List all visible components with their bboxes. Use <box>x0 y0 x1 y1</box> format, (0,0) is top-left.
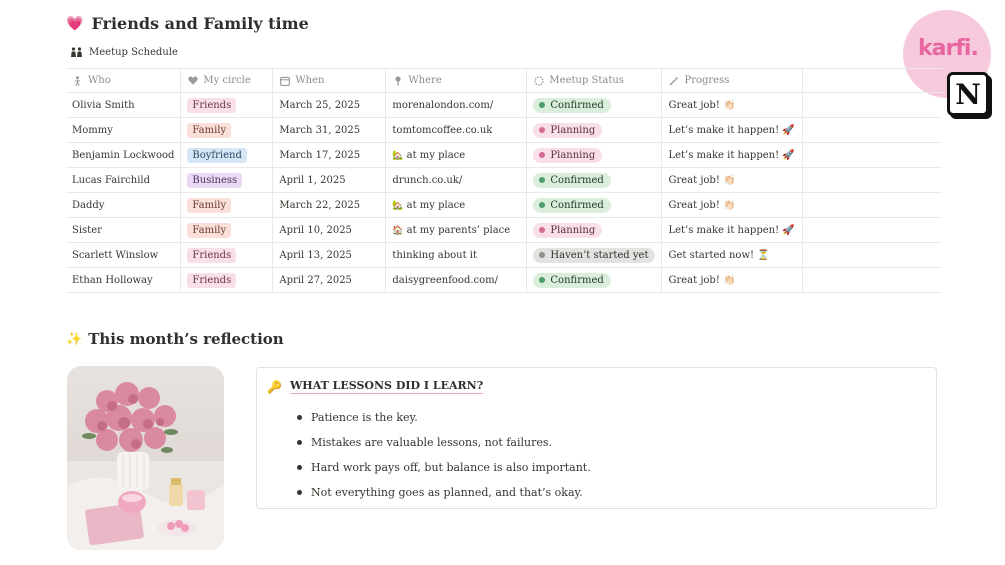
column-header-who[interactable] <box>66 69 181 93</box>
table-row[interactable] <box>66 243 942 268</box>
callout-title <box>267 379 483 394</box>
lessons-callout <box>256 367 937 509</box>
meetup-table <box>66 68 942 293</box>
where-cell[interactable] <box>386 243 527 268</box>
status-text: Confirmed <box>550 99 604 111</box>
empty-cell <box>803 243 942 268</box>
status-text: Planning <box>550 149 596 161</box>
status-cell[interactable] <box>527 118 662 143</box>
circle-cell[interactable] <box>181 143 273 168</box>
progress-cell[interactable]: Great job! 👏🏻 <box>662 193 803 218</box>
table-row[interactable] <box>66 143 942 168</box>
column-label: Progress <box>684 75 730 86</box>
who-cell[interactable]: Daddy <box>66 193 181 218</box>
column-label: When <box>295 75 325 86</box>
where-text: morenalondon.com/ <box>392 99 494 111</box>
circle-cell[interactable] <box>181 193 273 218</box>
status-text: Planning <box>550 124 596 136</box>
status-cell[interactable] <box>527 143 662 168</box>
list-item: Hard work pays off, but balance is also important. <box>297 455 591 480</box>
who-cell[interactable]: Sister <box>66 218 181 243</box>
when-cell[interactable]: March 25, 2025 <box>273 93 386 118</box>
status-dot <box>539 152 545 158</box>
empty-cell <box>803 168 942 193</box>
calendar-icon <box>279 75 290 86</box>
when-cell[interactable]: March 22, 2025 <box>273 193 386 218</box>
column-label: Who <box>88 75 111 86</box>
status-text: Confirmed <box>550 174 604 186</box>
wand-icon <box>668 75 679 86</box>
where-text: daisygreenfood.com/ <box>392 274 499 286</box>
status-dot <box>539 227 545 233</box>
where-cell[interactable] <box>386 143 527 168</box>
table-row[interactable] <box>66 218 942 243</box>
status-icon <box>533 75 544 86</box>
who-cell[interactable]: Benjamin Lockwood <box>66 143 181 168</box>
where-text: at my place <box>406 149 466 161</box>
circle-cell[interactable] <box>181 268 273 293</box>
table-row[interactable] <box>66 93 942 118</box>
callout-title-text: WHAT LESSONS DID I LEARN? <box>289 379 484 392</box>
empty-cell <box>803 218 942 243</box>
progress-cell[interactable]: Let’s make it happen! 🚀 <box>662 218 803 243</box>
circle-cell[interactable] <box>181 243 273 268</box>
when-cell[interactable]: April 10, 2025 <box>273 218 386 243</box>
where-text: tomtomcoffee.co.uk <box>392 124 493 136</box>
progress-cell[interactable]: Great job! 👏🏻 <box>662 268 803 293</box>
table-row[interactable] <box>66 118 942 143</box>
who-cell[interactable]: Scarlett Winslow <box>66 243 181 268</box>
progress-cell[interactable]: Get started now! ⏳ <box>662 243 803 268</box>
column-label: My circle <box>203 75 251 86</box>
progress-cell[interactable]: Great job! 👏🏻 <box>662 93 803 118</box>
flowers-photo <box>67 366 224 550</box>
list-item: Patience is the key. <box>297 405 591 430</box>
empty-cell <box>803 143 942 168</box>
when-cell[interactable]: March 17, 2025 <box>273 143 386 168</box>
column-header-progress[interactable] <box>662 69 803 93</box>
progress-cell[interactable]: Let’s make it happen! 🚀 <box>662 143 803 168</box>
heart-icon <box>187 75 198 86</box>
status-cell[interactable] <box>527 243 662 268</box>
where-text: at my parents’ place <box>406 224 511 236</box>
pin-icon <box>392 75 403 86</box>
circle-tag: Family <box>187 123 231 138</box>
who-cell[interactable]: Olivia Smith <box>66 93 181 118</box>
progress-cell[interactable]: Great job! 👏🏻 <box>662 168 803 193</box>
circle-cell[interactable] <box>181 218 273 243</box>
status-text: Confirmed <box>550 274 604 286</box>
table-row[interactable] <box>66 168 942 193</box>
circle-cell[interactable] <box>181 93 273 118</box>
key-icon: 🔑 <box>267 379 282 394</box>
empty-cell <box>803 93 942 118</box>
who-cell[interactable]: Ethan Holloway <box>66 268 181 293</box>
status-badge <box>533 98 610 113</box>
sparkles-icon: ✨ <box>66 331 83 347</box>
status-dot <box>539 102 545 108</box>
status-dot <box>539 277 545 283</box>
status-badge <box>533 173 610 188</box>
house-icon: 🏡 <box>392 200 404 211</box>
circle-tag: Family <box>187 198 231 213</box>
status-cell[interactable] <box>527 168 662 193</box>
person-icon <box>72 75 83 86</box>
status-cell[interactable] <box>527 268 662 293</box>
status-text: Planning <box>550 224 596 236</box>
page-title <box>66 14 309 33</box>
table-header-row <box>66 69 942 93</box>
house-icon: 🏡 <box>392 150 404 161</box>
status-badge <box>533 198 610 213</box>
list-item: Mistakes are valuable lessons, not failures. <box>297 430 591 455</box>
circle-cell[interactable] <box>181 168 273 193</box>
status-cell[interactable] <box>527 193 662 218</box>
house-icon: 🏠 <box>392 225 404 236</box>
when-cell[interactable]: April 13, 2025 <box>273 243 386 268</box>
who-cell[interactable]: Lucas Fairchild <box>66 168 181 193</box>
column-header-status[interactable] <box>527 69 662 93</box>
status-dot <box>539 127 545 133</box>
where-text: drunch.co.uk/ <box>392 174 463 186</box>
where-cell[interactable] <box>386 268 527 293</box>
circle-tag: Business <box>187 173 242 188</box>
column-header-empty <box>803 69 942 93</box>
when-cell[interactable]: March 31, 2025 <box>273 118 386 143</box>
brand-logo: karfi. <box>918 36 978 61</box>
who-cell[interactable]: Mommy <box>66 118 181 143</box>
when-cell[interactable]: April 27, 2025 <box>273 268 386 293</box>
empty-cell <box>803 268 942 293</box>
circle-tag: Friends <box>187 98 236 113</box>
where-cell[interactable] <box>386 118 527 143</box>
table-row[interactable] <box>66 193 942 218</box>
column-header-where[interactable] <box>386 69 527 93</box>
where-cell[interactable] <box>386 193 527 218</box>
status-dot <box>539 252 545 258</box>
circle-cell[interactable] <box>181 118 273 143</box>
status-badge <box>533 223 602 238</box>
table-row[interactable] <box>66 268 942 293</box>
where-cell[interactable] <box>386 168 527 193</box>
status-badge <box>533 248 655 263</box>
notion-logo: N <box>947 72 989 116</box>
column-label: Where <box>408 75 442 86</box>
where-cell[interactable] <box>386 218 527 243</box>
status-dot <box>539 177 545 183</box>
empty-cell <box>803 193 942 218</box>
where-text: at my place <box>406 199 466 211</box>
view-label: Meetup Schedule <box>89 47 178 58</box>
view-tab[interactable] <box>70 47 178 58</box>
column-label: Meetup Status <box>549 75 624 86</box>
column-header-circle[interactable] <box>181 69 273 93</box>
page-title-text: Friends and Family time <box>91 14 309 33</box>
lessons-list <box>297 405 591 505</box>
people-icon <box>70 47 83 58</box>
status-cell[interactable] <box>527 218 662 243</box>
status-dot <box>539 202 545 208</box>
status-badge <box>533 123 602 138</box>
when-cell[interactable]: April 1, 2025 <box>273 168 386 193</box>
circle-tag: Friends <box>187 248 236 263</box>
list-item: Not everything goes as planned, and that’s okay. <box>297 480 591 505</box>
empty-cell <box>803 118 942 143</box>
heart-icon: 💗 <box>66 15 84 32</box>
where-text: thinking about it <box>392 249 478 261</box>
column-header-when[interactable] <box>273 69 386 93</box>
status-badge <box>533 148 602 163</box>
status-cell[interactable] <box>527 93 662 118</box>
status-badge <box>533 273 610 288</box>
status-text: Confirmed <box>550 199 604 211</box>
progress-cell[interactable]: Let’s make it happen! 🚀 <box>662 118 803 143</box>
circle-tag: Family <box>187 223 231 238</box>
circle-tag: Boyfriend <box>187 148 246 163</box>
reflection-heading <box>66 330 284 348</box>
where-cell[interactable] <box>386 93 527 118</box>
reflection-title: This month’s reflection <box>88 330 284 348</box>
circle-tag: Friends <box>187 273 236 288</box>
status-text: Haven’t started yet <box>550 249 649 261</box>
